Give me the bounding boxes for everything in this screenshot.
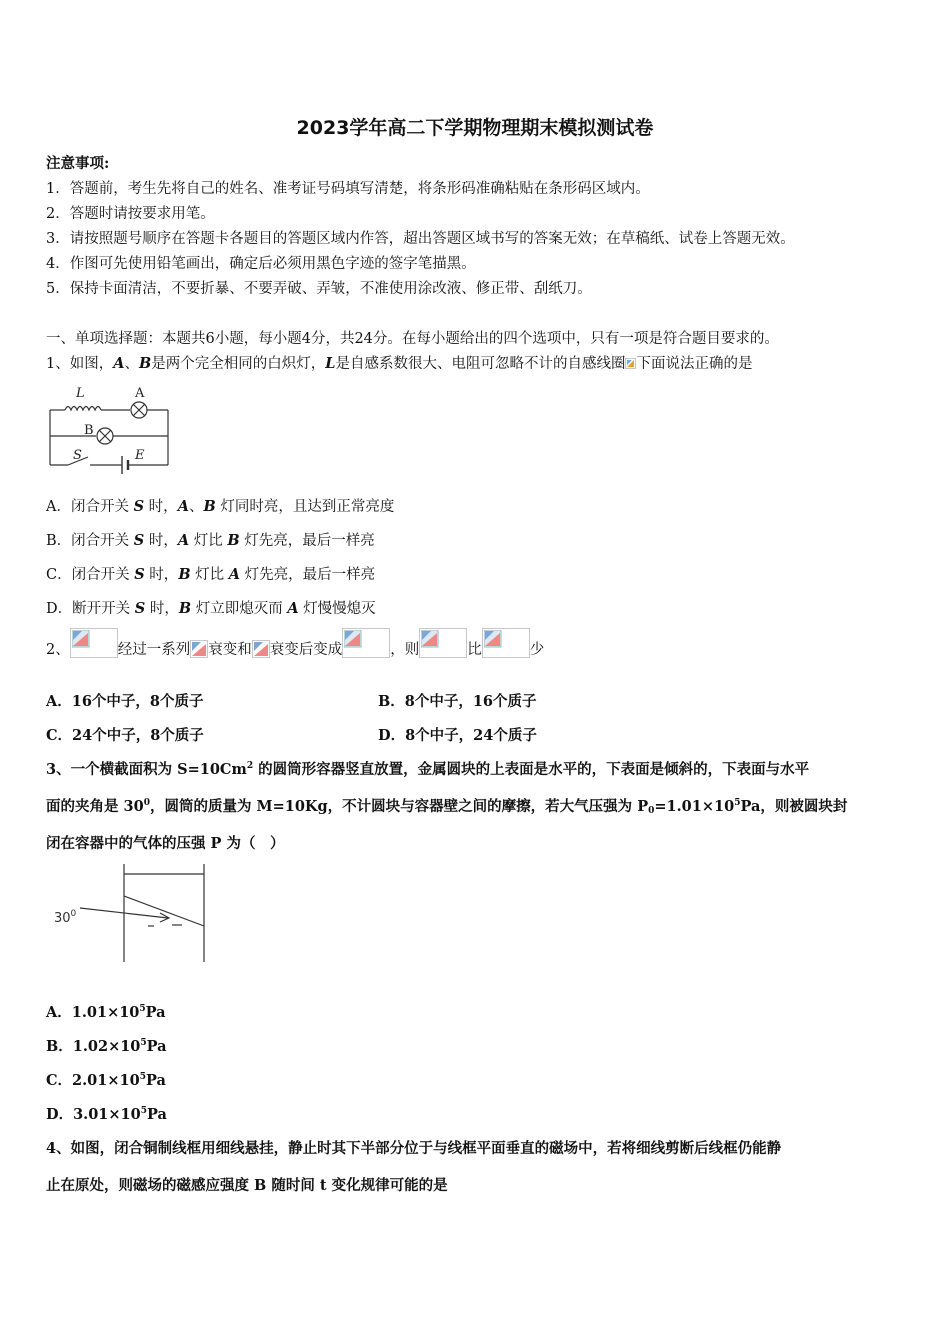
label-A: A: [135, 386, 145, 401]
q2-option-c: C．24个中子，8个质子: [46, 727, 204, 744]
question-3-line2: 面的夹角是 $30^0$，圆筒的质量为 M=10Kg，不计圆块与容器壁之间的摩擦，若大气压强为 $P_0=1.01\times 10^5Pa$，则被圆块封: [46, 798, 848, 816]
variable-name: A: [177, 532, 190, 549]
label-E: E: [135, 448, 145, 463]
nuclide-image-icon: [70, 628, 118, 658]
variable-name: S: [133, 532, 145, 549]
decay-image-icon: [190, 640, 208, 658]
q3-option-b: B．$1.02\times 10^5Pa$: [46, 1038, 167, 1055]
angle-label: $30^0$: [54, 909, 77, 926]
section-heading: 一、单项选择题：本题共6小题，每小题4分，共24分。在每小题给出的四个选项中，只有一项是符合题目要求的。: [46, 331, 779, 347]
q2-option-a: A．16个中子，8个质子: [46, 693, 204, 710]
option-text: 灯先亮，最后一样亮: [240, 567, 376, 583]
note-item: 1．答题前，考生先将自己的姓名、准考证号码填写清楚，将条形码准确粘贴在条形码区域内。: [46, 181, 650, 197]
question-3-line3: 闭在容器中的气体的压强 P 为（ ）: [46, 835, 285, 852]
option-text: 时，: [144, 499, 178, 515]
q1-option-c: [46, 563, 375, 584]
note-item: 3．请按照题号顺序在答题卡各题目的答题区域内作答，超出答题区域书写的答案无效；在草稿纸、试卷上答题无效。: [46, 231, 795, 247]
question-2-stem: 2、 经过一系列 衰变和 衰变后变成 ，则 比 少: [46, 628, 544, 659]
option-text: A．闭合开关: [46, 499, 134, 515]
option-text: D．断开开关: [46, 601, 135, 617]
variable-name: B: [178, 600, 192, 617]
question-4-line2: 止在原处，则磁场的磁感应强度 B 随时间 t 变化规律可能的是: [46, 1177, 448, 1194]
variable-name: A: [177, 498, 189, 515]
q3-option-c: C．$2.01\times 10^5Pa$: [46, 1072, 166, 1089]
label-B: B: [84, 423, 94, 438]
container-diagram: [48, 862, 213, 967]
notes-heading: 注意事项:: [46, 155, 110, 172]
variable-name: S: [134, 600, 146, 617]
option-text: 灯慢慢熄灭: [298, 601, 376, 617]
label-S: S: [73, 448, 82, 463]
q3-option-d: D．$3.01\times 10^5Pa$: [46, 1106, 167, 1123]
question-3-line1: 3、一个横截面积为 $S=10Cm^2$ 的圆筒形容器竖直放置，金属圆块的上表面是水平的，下表面是倾斜的，下表面与水平: [46, 761, 810, 778]
nuclide-image-icon: [482, 628, 530, 658]
broken-image-icon: [625, 358, 636, 369]
variable-name: B: [227, 532, 240, 549]
question-4-line1: 4、如图，闭合铜制线框用细线悬挂，静止时其下半部分位于与线框平面垂直的磁场中，若将细线剪断后线框仍能静: [46, 1140, 782, 1157]
q1-option-b: [46, 529, 375, 550]
q3-option-a: A．$1.01\times 10^5Pa$: [46, 1004, 166, 1021]
question-1-stem: 1、如图，A、B是两个完全相同的白炽灯，L是自感系数很大、电阻可忽略不计的自感线圈 下面说法正确的是: [46, 355, 753, 372]
option-text: C．闭合开关: [46, 567, 135, 583]
option-text: 灯先亮，最后一样亮: [239, 533, 375, 549]
option-text: 灯立即熄灭而: [191, 601, 288, 617]
variable-name: A: [228, 566, 241, 583]
variable-name: B: [178, 566, 191, 583]
variable-name: B: [203, 498, 216, 515]
option-text: 、: [188, 499, 204, 515]
option-text: B．闭合开关: [46, 533, 134, 549]
option-text: 灯比: [190, 567, 229, 583]
q1-option-d: [46, 597, 376, 618]
nuclide-image-icon: [342, 628, 390, 658]
option-text: 时，: [144, 567, 179, 583]
q2-option-d: D．8个中子，24个质子: [378, 727, 537, 744]
nuclide-image-icon: [419, 628, 467, 658]
option-text: 时，: [145, 601, 179, 617]
option-text: 灯比: [189, 533, 228, 549]
variable-name: S: [133, 498, 145, 515]
note-item: 2．答题时请按要求用笔。: [46, 206, 215, 222]
variable-name: A: [287, 600, 299, 617]
option-text: 时，: [144, 533, 178, 549]
note-item: 4．作图可先使用铅笔画出，确定后必须用黑色字迹的签字笔描黑。: [46, 256, 476, 272]
option-text: 灯同时亮，且达到正常亮度: [215, 499, 395, 515]
decay-image-icon: [252, 640, 270, 658]
q1-option-a: [46, 495, 394, 516]
circuit-diagram: [40, 380, 180, 480]
q2-option-b: B．8个中子，16个质子: [378, 693, 537, 710]
page-title: 2023学年高二下学期物理期末模拟测试卷: [296, 117, 654, 139]
note-item: 5．保持卡面清洁，不要折暴、不要弄破、弄皱，不准使用涂改液、修正带、刮纸刀。: [46, 281, 592, 297]
variable-name: S: [134, 566, 145, 583]
label-L: L: [76, 386, 85, 401]
